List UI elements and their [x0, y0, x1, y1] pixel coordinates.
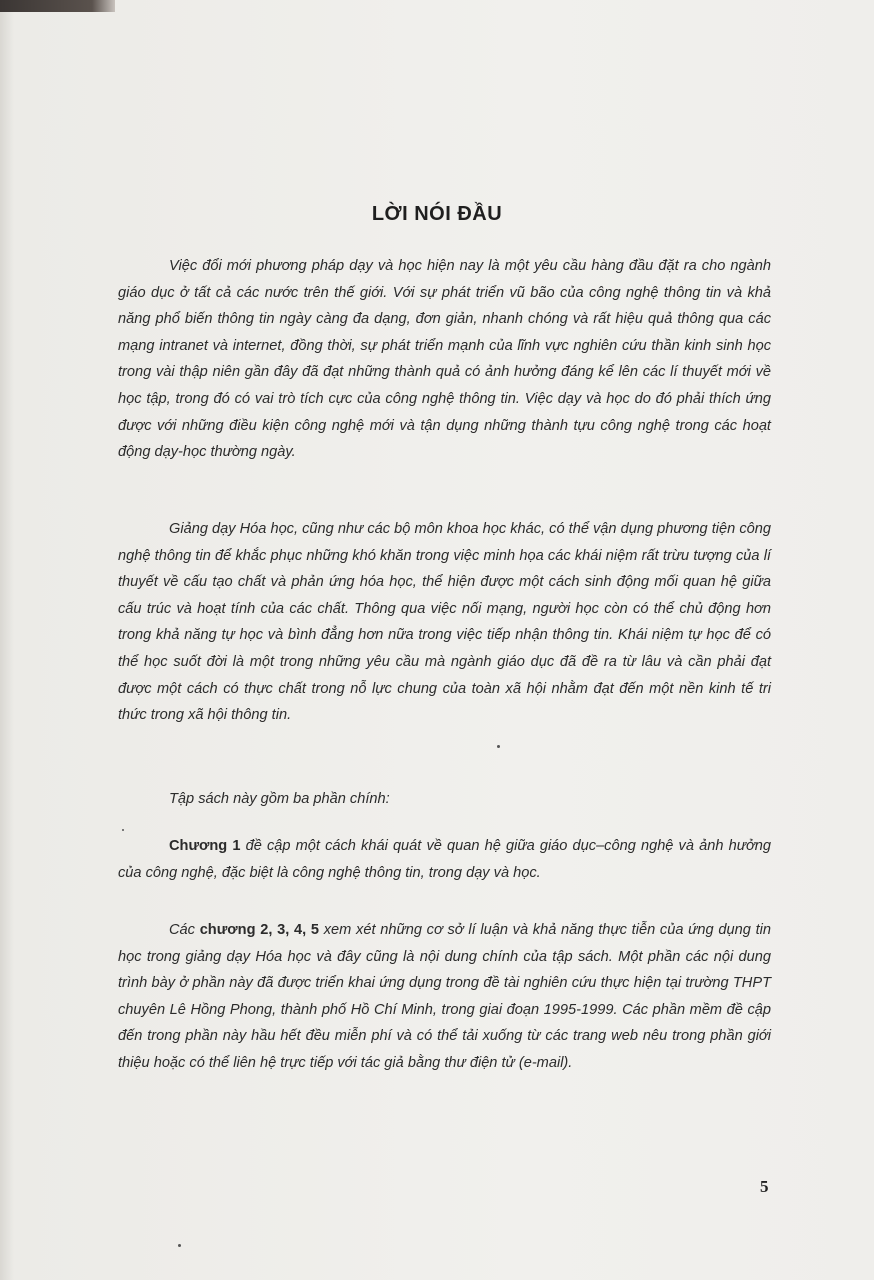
chapter-1-text: đề cập một cách khái quát về quan hệ giữa giáo dục–công nghệ và ảnh hưởng của công nghệ, đặc biệt là công nghệ thông tin, trong dạy và học.: [118, 838, 771, 881]
speck: [497, 745, 500, 748]
speck: [178, 1244, 181, 1247]
page-title: LỜI NÓI ĐẦU: [371, 203, 503, 225]
chapter-1-label: Chương 1: [169, 838, 241, 854]
paragraph-2: Giảng dạy Hóa học, cũng như các bộ môn khoa học khác, có thể vận dụng phương tiện công nghệ thông tin để khắc phục những khó khăn trong việc minh họa các khái niệm rất trừu tượng của lí thuyết về cấu tạo chất và phản ứng hóa học, thể hiện được một cách sinh động mối quan hệ giữa cấu trúc và hoạt tính của các chất. Thông qua việc nối mạng, người học còn có thể chủ động hơn trong khả năng tự học và bình đẳng hơn nữa trong việc tiếp nhận thông tin. Khái niệm tự học để có thể học suốt đời là một trong những yêu cầu mà ngành giáo dục đã đề ra từ lâu và cần phải đạt được một cách có thực chất trong nỗ lực chung của toàn xã hội nhằm đạt đến một nền kinh tế tri thức trong xã hội thông tin.: [118, 521, 771, 724]
chapters-2-5-label: chương 2, 3, 4, 5: [199, 922, 320, 938]
page-edge-shadow: [0, 0, 115, 12]
speck: [122, 829, 124, 831]
chapters-2-5-text: xem xét những cơ sở lí luận và khả năng thực tiễn của ứng dụng tin học trong giảng dạy Hóa học và đây cũng là nội dung chính của tập sách. Một phần các nội dung trình bày ở phần này đã được triển khai ứng dụng trong đề tài nghiên cứu thực hiện tại trường THPT chuyên Lê Hồng Phong, thành phố Hồ Chí Minh, trong giai đoạn 1995-1999. Các phần mềm đề cập đến trong phần này hầu hết đều miễn phí và có thể tải xuống từ các trang web nêu trong phần giới thiệu hoặc có thể liên hệ trực tiếp với tác giả bằng thư điện tử (e-mail).: [118, 922, 771, 1071]
chapters-prefix: Các: [169, 922, 200, 938]
paragraph-chapter-1: [118, 833, 771, 886]
paragraph-chapters-2-5: [118, 917, 771, 1077]
paragraph-3: Tập sách này gồm ba phần chính:: [169, 791, 390, 807]
page-number: 5: [760, 1177, 769, 1196]
paragraph-1: Việc đổi mới phương pháp dạy và học hiện nay là một yêu cầu hàng đầu đặt ra cho ngành giáo dục ở tất cả các nước trên thế giới. Với sự phát triển vũ bão của công nghệ thông tin và khả năng phổ biến thông tin ngày càng đa dạng, đơn giản, nhanh chóng và rất hiệu quả thông qua các mạng intranet và internet, đồng thời, sự phát triển mạnh của lĩnh vực nghiên cứu thần kinh sinh học trong vài thập niên gần đây đã đạt những thành quả có ảnh hưởng đáng kể lên các lí thuyết mới về học tập, trong đó có vai trò tích cực của công nghệ thông tin. Việc dạy và học do đó phải thích ứng được với những điều kiện công nghệ mới và tận dụng những thành tựu công nghệ trong các hoạt động dạy-học thường ngày.: [118, 258, 771, 461]
